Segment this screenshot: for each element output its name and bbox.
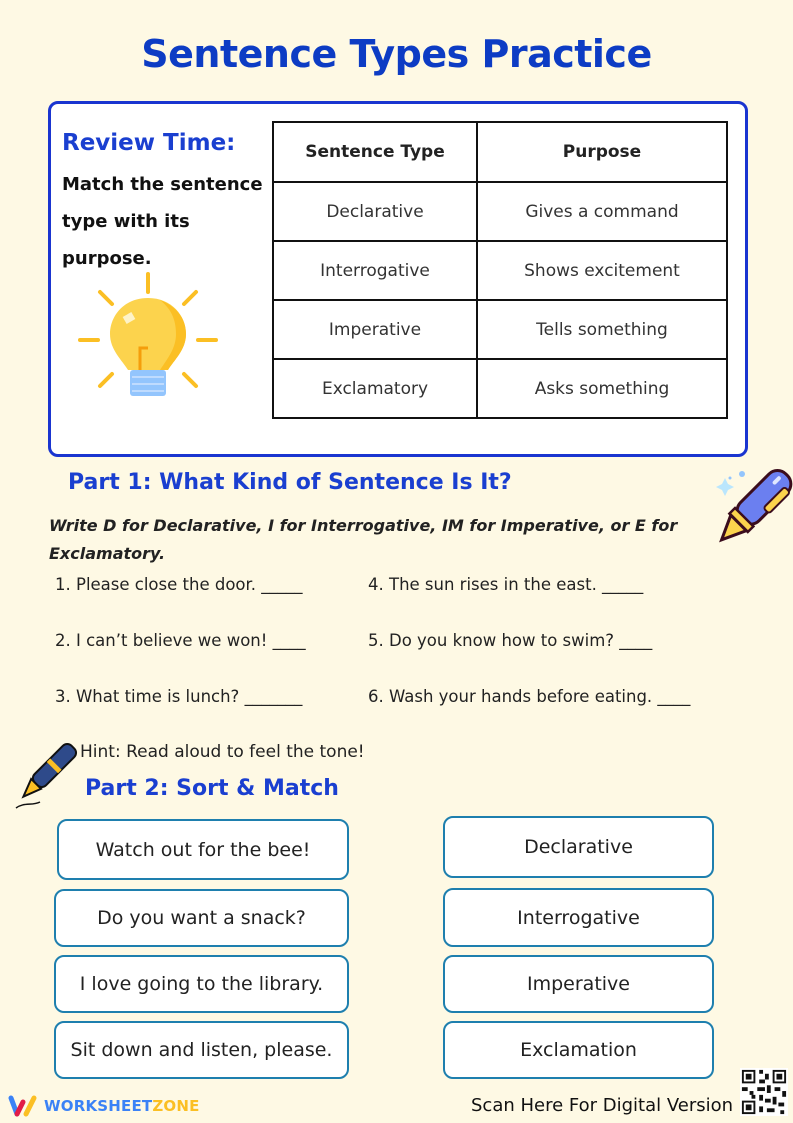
question-5: 5. Do you know how to swim? ____ [368, 631, 653, 650]
cell-purpose: Shows excitement [477, 241, 727, 300]
type-card[interactable] [443, 955, 714, 1013]
worksheetzone-logo[interactable] [8, 1093, 200, 1119]
hint-text: Hint: Read aloud to feel the tone! [80, 742, 365, 762]
sentence-card-text: I love going to the library. [79, 973, 324, 995]
sentence-card-text: Watch out for the bee! [95, 838, 311, 861]
question-3: 3. What time is lunch? _______ [55, 687, 303, 706]
sentence-card[interactable] [54, 1021, 349, 1079]
table-row [273, 241, 727, 300]
table-row [273, 359, 727, 418]
type-card[interactable] [443, 1021, 714, 1079]
cell-purpose: Asks something [477, 359, 727, 418]
cell-purpose: Gives a command [477, 182, 727, 241]
question-2: 2. I can’t believe we won! ____ [55, 631, 306, 650]
fountain-pen-icon [10, 742, 82, 812]
logo-primary: WORKSHEET [44, 1097, 153, 1115]
cell-purpose: Tells something [477, 300, 727, 359]
type-card[interactable] [443, 816, 714, 878]
part1-title: Part 1: What Kind of Sentence Is It? [68, 470, 512, 495]
part2-title: Part 2: Sort & Match [85, 776, 339, 801]
pen-icon [702, 462, 793, 554]
sentence-card-text: Do you want a snack? [97, 907, 306, 929]
reference-table [272, 121, 728, 419]
cell-type: Declarative [273, 182, 477, 241]
type-card-text: Declarative [524, 836, 633, 858]
logo-mark-icon [8, 1094, 38, 1118]
question-1: 1. Please close the door. _____ [55, 575, 303, 594]
part1-instruction: Write D for Declarative, I for Interrogative, IM for Imperative, or E for Exclamatory. [49, 516, 678, 563]
review-heading: Review Time: [62, 130, 236, 156]
sentence-card[interactable] [57, 819, 349, 880]
type-card-text: Interrogative [517, 906, 640, 929]
type-card[interactable] [443, 888, 714, 947]
type-card-text: Imperative [527, 973, 630, 995]
table-header-row [273, 122, 727, 182]
sentence-card[interactable] [54, 889, 349, 947]
header-purpose: Purpose [477, 122, 727, 182]
question-4: 4. The sun rises in the east. _____ [368, 575, 644, 594]
review-instruction: Match the sentence type with its purpose. [62, 174, 263, 269]
lightbulb-icon [78, 272, 218, 412]
table-row [273, 300, 727, 359]
type-card-text: Exclamation [520, 1039, 637, 1061]
scan-text: Scan Here For Digital Version [471, 1095, 734, 1116]
question-6: 6. Wash your hands before eating. ____ [368, 687, 691, 706]
sentence-card[interactable] [54, 955, 349, 1013]
qr-code-icon[interactable] [740, 1068, 788, 1116]
page-title: Sentence Types Practice [141, 32, 652, 76]
logo-text [44, 1097, 200, 1115]
sentence-card-text: Sit down and listen, please. [70, 1039, 333, 1061]
cell-type: Exclamatory [273, 359, 477, 418]
header-sentence-type: Sentence Type [273, 122, 477, 182]
cell-type: Interrogative [273, 241, 477, 300]
table-row [273, 182, 727, 241]
logo-secondary: ZONE [152, 1097, 200, 1115]
cell-type: Imperative [273, 300, 477, 359]
